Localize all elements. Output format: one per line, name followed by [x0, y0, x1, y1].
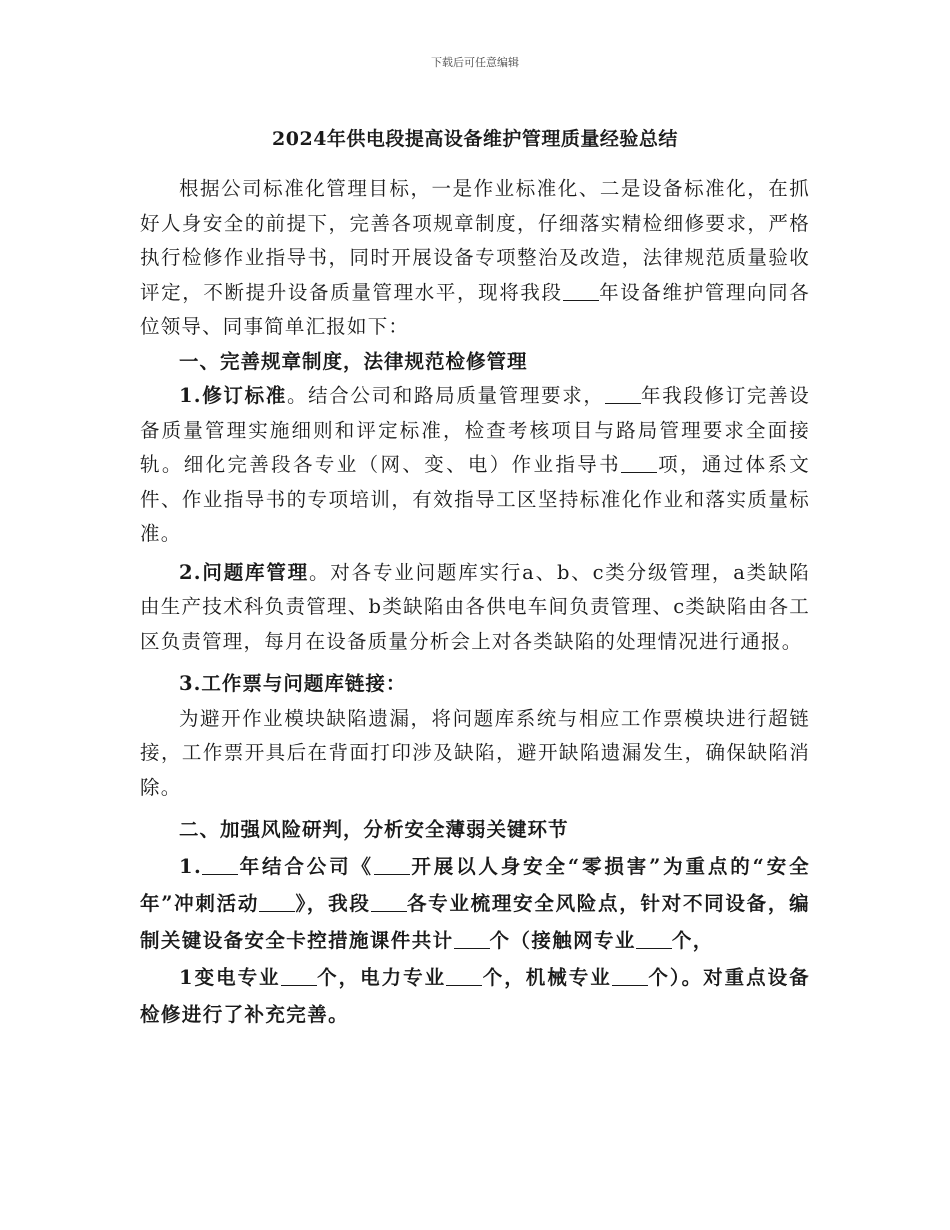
- item-1-text-a: 。结合公司和路局质量管理要求，: [286, 384, 605, 407]
- section-1-item-1: [140, 379, 810, 552]
- item-1-text-c: 项，通过体系文件、作业指导书的专项培训，有效指导工区坚持标准化作业和落实质量标准。: [140, 453, 811, 545]
- blank-line: [563, 280, 599, 301]
- blank-line: [605, 384, 641, 405]
- s2-text-p2b: 个，电力专业: [316, 965, 447, 989]
- document-body: [140, 172, 810, 1033]
- document-title: 2024年供电段提高设备维护管理质量经验总结: [272, 128, 678, 150]
- blank-line: [612, 965, 648, 986]
- blank-line: [281, 965, 317, 986]
- section-2-item-1-continued: [140, 959, 810, 1033]
- blank-line: [374, 854, 410, 875]
- blank-line: [202, 854, 238, 875]
- header-note: 下载后可任意编辑: [431, 56, 519, 69]
- s2-text-f: 个（接触网专业: [489, 928, 636, 952]
- blank-line: [621, 453, 657, 474]
- s2-text-e: 各专业梳理安全风险点，针对不同设备，编制关键设备安全卡控措施课件共计: [140, 891, 810, 952]
- blank-line: [454, 928, 490, 949]
- s2-text-b: 年结合公司《: [238, 854, 374, 878]
- s2-text-p2c: 个，机械专业: [482, 965, 612, 989]
- intro-text-a: 根据公司标准化管理目标，一是作业标准化、二是设备标准化，在抓好人身安全的前提下，完善各项规章制度，仔细落实精检细修要求，严格执行检修作业指导书，同时开展设备专项整治及改造，法律规范质量验收评定，不断提升设备质量管理水平，现将我段: [140, 177, 810, 304]
- s2-text-p2a: 1变电专业: [179, 965, 281, 989]
- section-2-item-1: [140, 848, 810, 959]
- blank-line: [636, 928, 672, 949]
- item-1-text-b: 年我段修订完善设备质量管理实施细则和评定标准，检查考核项目与路局管理要求全面接轨。细化完善段各专业（网、变、电）作业指导书: [140, 384, 810, 476]
- blank-line: [371, 891, 407, 912]
- section-1-heading: 一、完善规章制度，法律规范检修管理: [179, 349, 528, 373]
- s2-text-a: 1.: [179, 854, 203, 878]
- intro-paragraph: [140, 172, 810, 345]
- section-1-item-3-text: 为避开作业模块缺陷遗漏，将问题库系统与相应工作票模块进行超链接，工作票开具后在背面打印涉及缺陷，避开缺陷遗漏发生，确保缺陷消除。: [140, 706, 810, 799]
- intro-text-b: 年设备维护管理向同各位领导、同事简单汇报如下：: [140, 280, 810, 338]
- item-2-lead: 2.问题库管理: [179, 560, 309, 584]
- s2-text-p2d: 个）。对重点设备检修进行了补充完善。: [140, 965, 810, 1026]
- item-2-text: 。对各专业问题库实行a、b、c类分级管理，a类缺陷由生产技术科负责管理、b类缺陷由各供电车间负责管理、c类缺陷由各工区负责管理，每月在设备质量分析会上对各类缺陷的处理情况进行通报。: [140, 560, 811, 653]
- section-1-item-3-heading: 3.工作票与问题库链接：: [179, 672, 407, 695]
- s2-text-c: 开展以人身安全“零损害”为重点的“安全年”冲刺活动: [140, 854, 811, 915]
- section-2-heading: 二、加强风险研判，分析安全薄弱关键环节: [179, 818, 569, 841]
- s2-text-d: 》，我段: [295, 891, 371, 915]
- section-1-item-2: [140, 556, 810, 660]
- item-1-lead: 1.修订标准: [179, 384, 287, 407]
- blank-line: [259, 891, 295, 912]
- s2-text-g: 个，: [671, 928, 714, 952]
- blank-line: [446, 965, 482, 986]
